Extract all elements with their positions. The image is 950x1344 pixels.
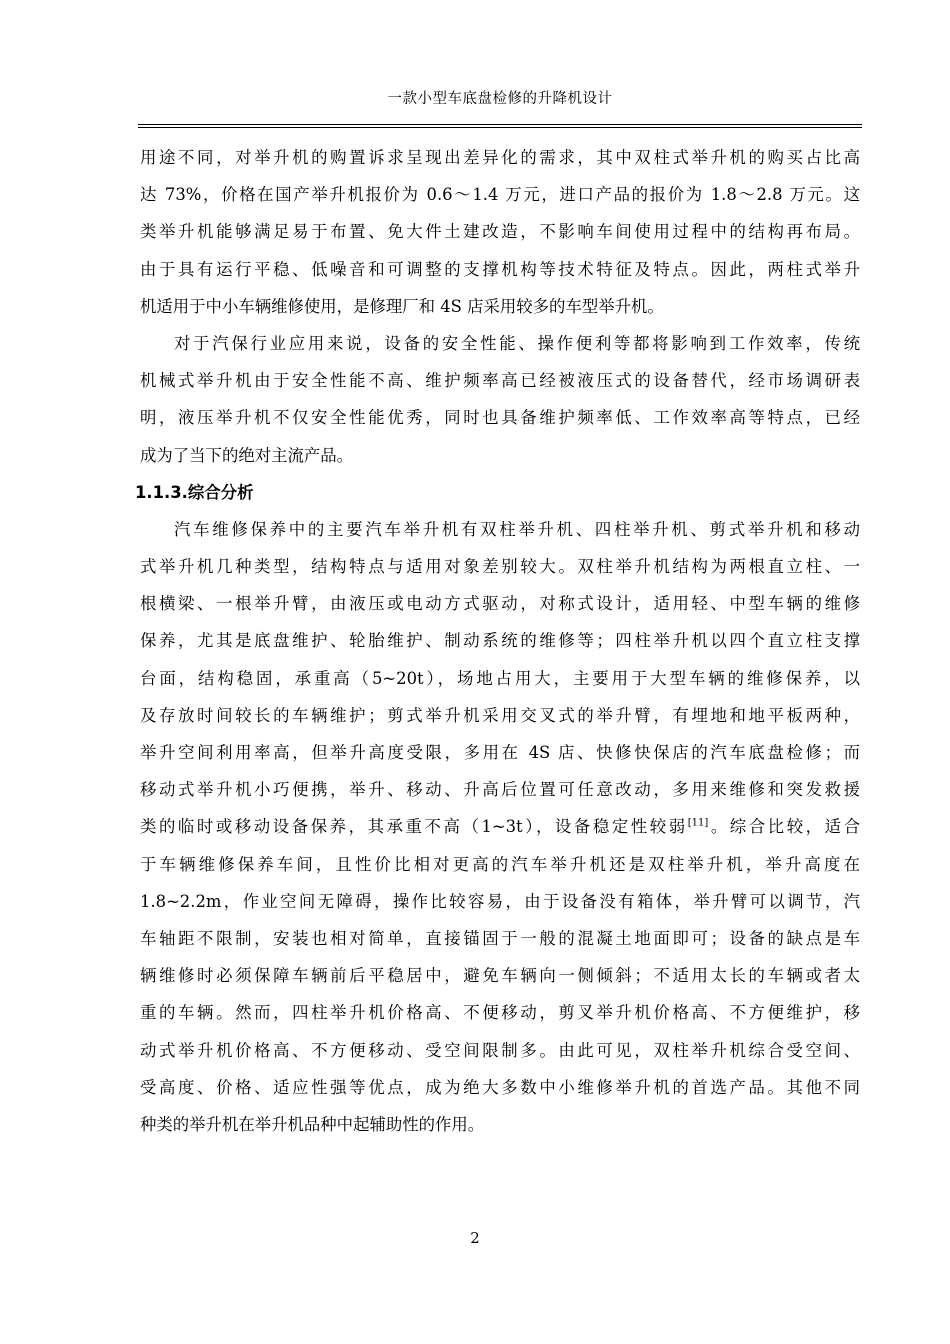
section-heading bbox=[135, 474, 860, 511]
header-rule-double bbox=[138, 127, 862, 128]
text-line: 受高度、价格、适应性强等优点，成为绝大多数中小维修举升机的首选产品。其他不同 bbox=[140, 1077, 860, 1097]
text-line: 机适用于中小车辆维修使用，是修理厂和 4S 店采用较多的车型举升机。 bbox=[140, 296, 664, 316]
text-line: 移动式举升机小巧便携，举升、移动、升高后位置可任意改动，多用来维修和突发救援 bbox=[140, 780, 860, 800]
text-line: 由于具有运行平稳、低噪音和可调整的支撑机构等技术特征及特点。因此，两柱式举升 bbox=[140, 259, 860, 279]
text-line: 于车辆维修保养车间，且性价比相对更高的汽车举升机还是双柱举升机，举升高度在 bbox=[140, 854, 860, 874]
section-title: 综合分析 bbox=[187, 482, 254, 502]
paragraph bbox=[140, 325, 860, 474]
text-line: 举升空间利用率高，但举升高度受限，多用在 4S 店、快修快保店的汽车底盘检修；而 bbox=[140, 743, 860, 762]
text-line: 动式举升机价格高、不方便移动、受空间限制多。由此可见，双柱举升机综合受空间、 bbox=[140, 1040, 860, 1060]
text-line: 种类的举升机在举升机品种中起辅助性的作用。 bbox=[140, 1114, 485, 1134]
section-number: 1.1.3. bbox=[135, 482, 188, 502]
body-text bbox=[135, 139, 860, 1143]
header-rule bbox=[138, 124, 862, 125]
text-line: 汽车维修保养中的主要汽车举升机有双柱举升机、四柱举升机、剪式举升机和移动 bbox=[174, 519, 860, 539]
text-line: 机械式举升机由于安全性能不高、维护频率高已经被液压式的设备替代，经市场调研表 bbox=[140, 371, 860, 391]
text-line bbox=[140, 808, 860, 845]
text-line: 台面，结构稳固，承重高（5~20t），场地占用大，主要用于大型车辆的维修保养，以 bbox=[140, 668, 860, 688]
text-line: 重的车辆。然而，四柱举升机价格高、不便移动，剪叉举升机价格高、不方便维护，移 bbox=[140, 1003, 860, 1023]
page-number: 2 bbox=[470, 1229, 480, 1247]
text-line: 式举升机几种类型，结构特点与适用对象差别较大。双柱举升机结构为两根直立柱、一 bbox=[140, 557, 860, 577]
citation-reference[interactable]: [11] bbox=[687, 817, 709, 829]
text-line: 对于汽保行业应用来说，设备的安全性能、操作便利等都将影响到工作效率，传统 bbox=[174, 333, 860, 353]
text-line: 成为了当下的绝对主流产品。 bbox=[140, 445, 354, 465]
text-line: 保养，尤其是底盘维护、轮胎维护、制动系统的维修等；四柱举升机以四个直立柱支撑 bbox=[140, 631, 860, 651]
text-line: 1.8~2.2m，作业空间无障碍，操作比较容易，由于设备没有箱体，举升臂可以调节，汽 bbox=[140, 891, 860, 911]
line-segment: 类的临时或移动设备保养，其承重不高（1~3t），设备稳定性较弱 bbox=[140, 817, 688, 837]
text-line: 辆维修时必须保障车辆前后平稳居中，避免车辆向一侧倾斜；不适用太长的车辆或者太 bbox=[140, 966, 860, 986]
paragraph bbox=[140, 139, 860, 325]
text-line: 用途不同，对举升机的购置诉求呈现出差异化的需求，其中双柱式举升机的购买占比高 bbox=[140, 148, 860, 167]
paragraph bbox=[140, 511, 860, 1143]
text-line: 类举升机能够满足易于布置、免大件土建改造，不影响车间使用过程中的结构再布局。 bbox=[140, 222, 860, 242]
line-segment: 。综合比较，适合 bbox=[708, 817, 860, 837]
text-line: 明，液压举升机不仅安全性能优秀，同时也具备维护频率低、工作效率高等特点，已经 bbox=[140, 408, 860, 428]
text-line: 及存放时间较长的车辆维护；剪式举升机采用交叉式的举升臂，有埋地和地平板两种， bbox=[140, 705, 860, 725]
running-header: 一款小型车底盘检修的升降机设计 bbox=[387, 91, 613, 107]
text-line: 车轴距不限制，安装也相对简单，直接锚固于一般的混凝土地面即可；设备的缺点是车 bbox=[140, 928, 860, 948]
text-line: 达 73%，价格在国产举升机报价为 0.6～1.4 万元，进口产品的报价为 1.8～2.8 万元。这 bbox=[140, 185, 860, 205]
text-line: 根横梁、一根举升臂，由液压或电动方式驱动，对称式设计，适用轻、中型车辆的维修 bbox=[140, 594, 860, 614]
